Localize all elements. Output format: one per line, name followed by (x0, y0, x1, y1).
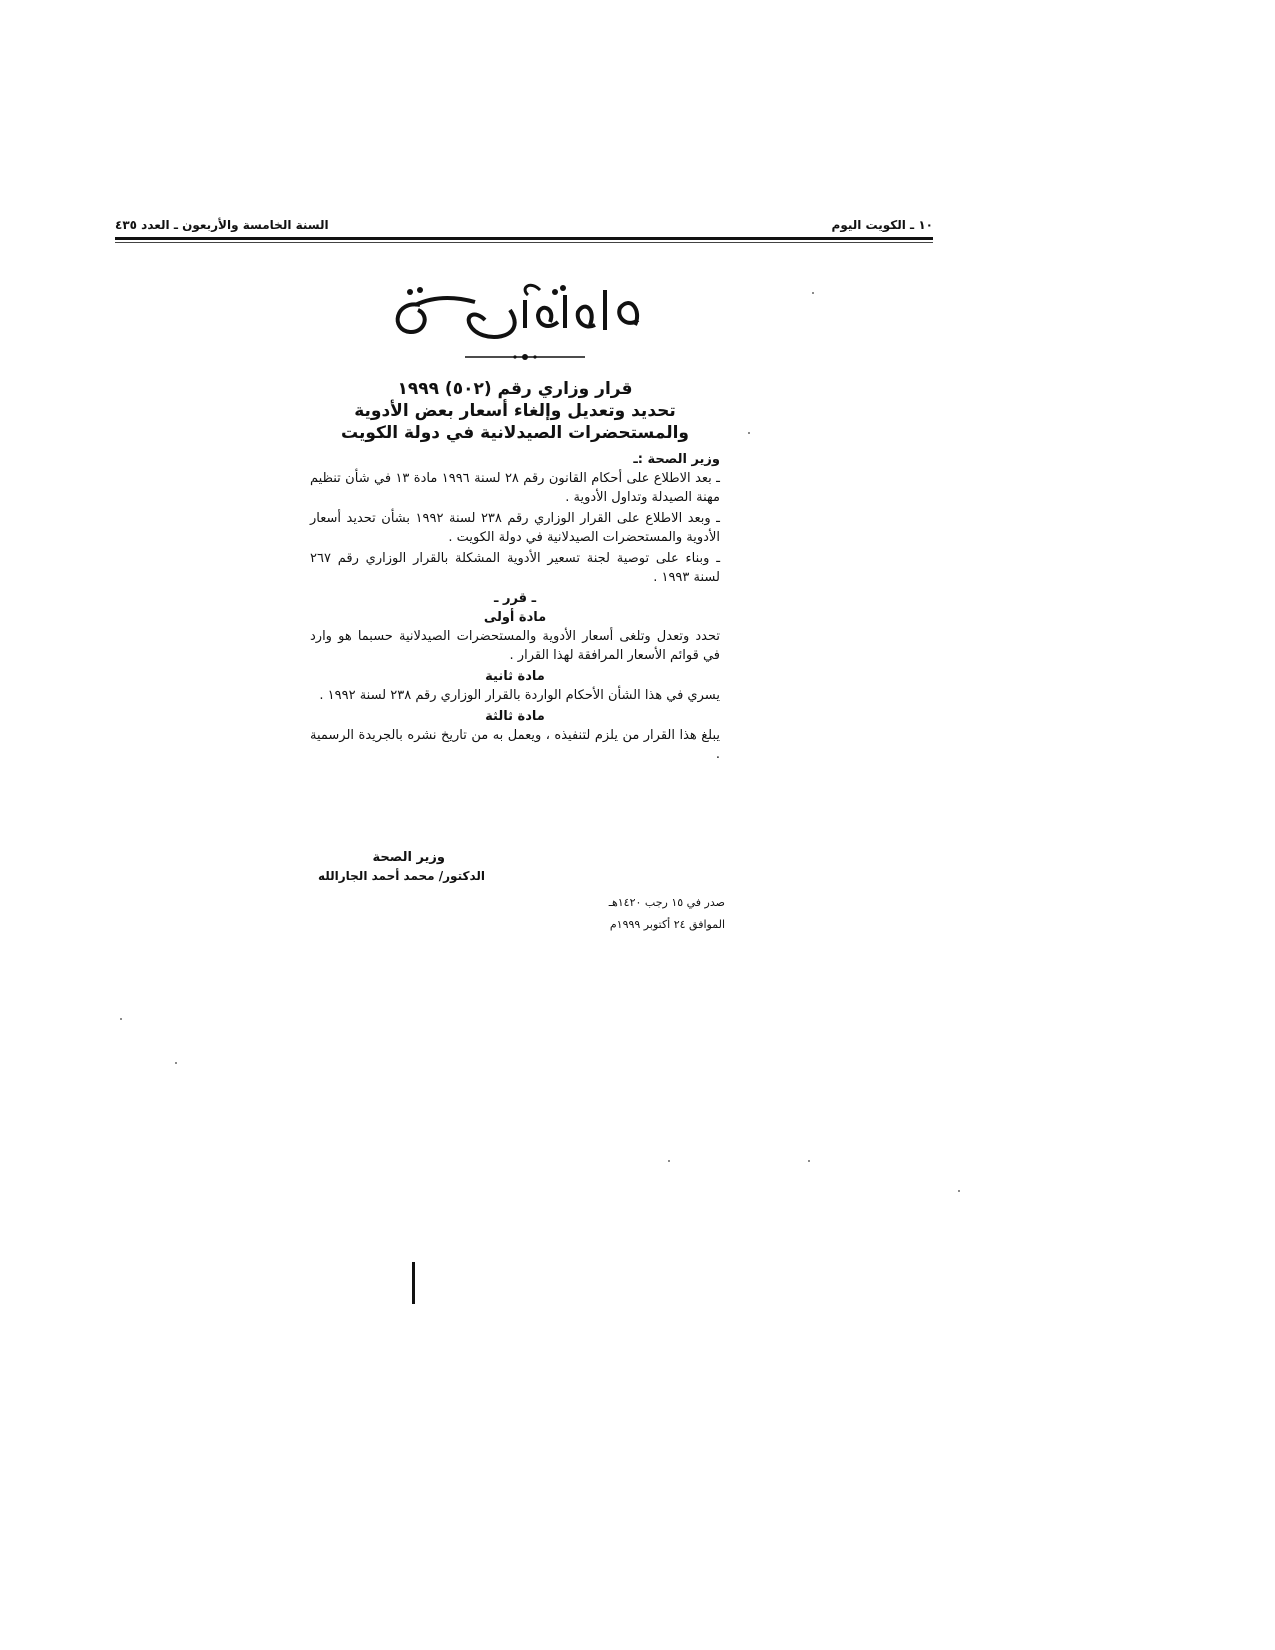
decree-title (310, 378, 720, 444)
header-page-number: ١٠ ـ الكويت اليوم (831, 218, 933, 232)
article-text (310, 627, 720, 665)
decree-title-line: تحديد وتعديل وإلغاء أسعار بعض الأدوية (354, 401, 676, 421)
signatory-name: الدكتور/ محمد أحمد الجارالله (317, 869, 485, 883)
header-rule (115, 237, 933, 240)
preamble-clause: ـ وبناء على توصية لجنة تسعير الأدوية المشكلة بالقرار الوزاري رقم ٢٦٧ لسنة ١٩٩٣ . (310, 551, 720, 585)
minister-heading: وزير الصحة :ـ (633, 452, 720, 467)
article-heading: مادة ثالثة (485, 709, 545, 724)
gregorian-date: الموافق ٢٤ أكتوبر ١٩٩٩م (609, 918, 725, 931)
decree-body (310, 378, 720, 766)
ministry-calligraphy-logo (380, 270, 660, 350)
decree-title-line: قرار وزاري رقم (٥٠٢) ١٩٩٩ (397, 379, 633, 399)
preamble-clause: ـ وبعد الاطلاع على القرار الوزاري رقم ٢٣٨ لسنة ١٩٩٢ بشأن تحديد أسعار الأدوية والمستحضرات الصيدلانية في دولة الكويت . (310, 511, 720, 545)
title-ornament (465, 352, 585, 362)
hijri-date: صدر في ١٥ رجب ١٤٢٠هـ (608, 896, 725, 909)
article-paragraph: يبلغ هذا القرار من يلزم لتنفيذه ، ويعمل به من تاريخ نشره بالجريدة الرسمية . (310, 728, 720, 762)
article-heading: مادة أولى (483, 610, 547, 625)
header-issue-info: السنة الخامسة والأربعون ـ العدد ٤٣٥ (115, 218, 329, 232)
decree-title-line: والمستحضرات الصيدلانية في دولة الكويت (340, 423, 690, 443)
article-paragraph: تحدد وتعدل وتلغى أسعار الأدوية والمستحضرات الصيدلانية حسبما هو وارد في قوائم الأسعار المرافقة لهذا القرار . (310, 629, 720, 663)
article-text (310, 686, 720, 705)
scan-speck (175, 1062, 177, 1064)
article-heading: مادة ثانية (485, 669, 545, 684)
decided-heading: ـ قرر ـ (493, 591, 537, 606)
scan-speck (748, 432, 750, 434)
preamble (310, 469, 720, 587)
scan-speck (120, 1018, 122, 1020)
header-rule-thin (115, 242, 933, 243)
signatory-title: وزير الصحة (372, 850, 445, 865)
article-text (310, 726, 720, 764)
scan-speck (958, 1190, 960, 1192)
preamble-clause: ـ بعد الاطلاع على أحكام القانون رقم ٢٨ لسنة ١٩٩٦ مادة ١٣ في شأن تنظيم مهنة الصيدلة وتداول الأدوية . (310, 471, 720, 505)
scan-speck (812, 292, 814, 294)
signature-block (310, 850, 485, 883)
article-paragraph: يسري في هذا الشأن الأحكام الواردة بالقرار الوزاري رقم ٢٣٨ لسنة ١٩٩٢ . (319, 688, 720, 703)
scan-mark (412, 1262, 415, 1304)
scan-speck (808, 1160, 810, 1162)
scan-speck (668, 1160, 670, 1162)
issue-dates (560, 892, 725, 936)
